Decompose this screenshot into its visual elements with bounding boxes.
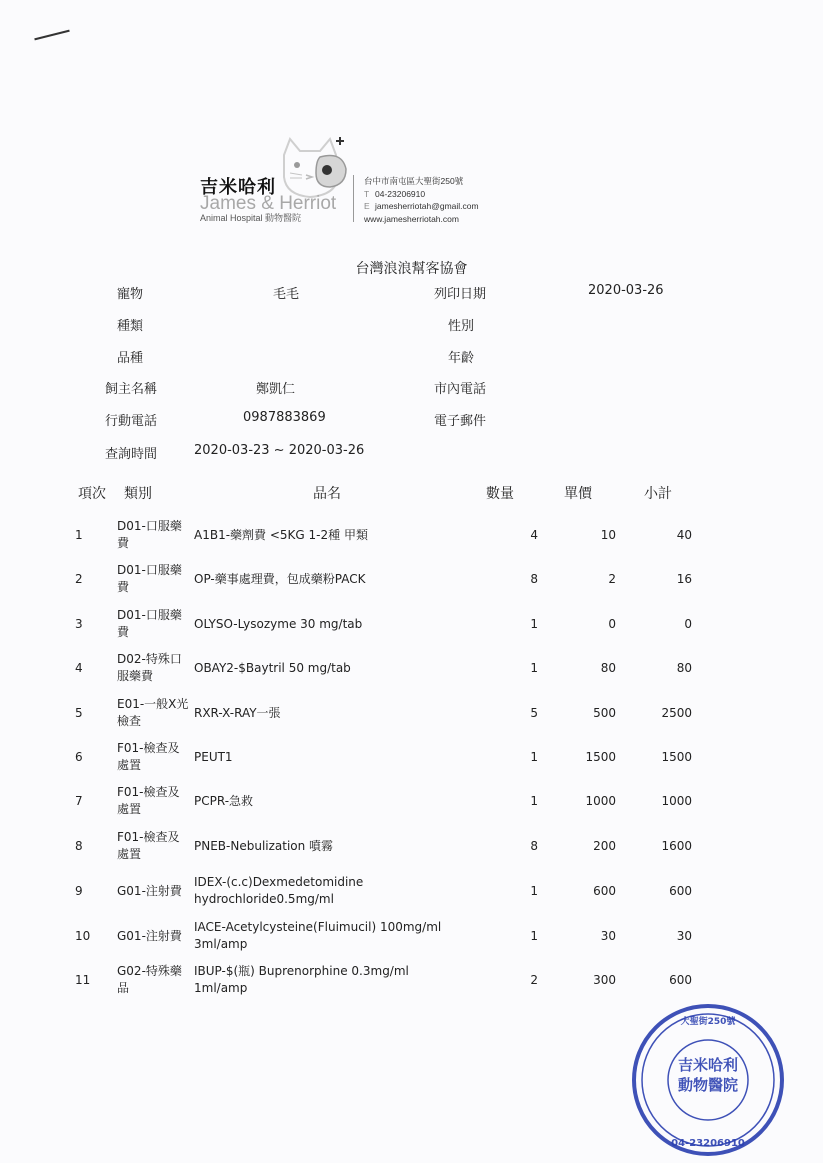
breed-label: 品種: [117, 351, 144, 366]
row-category: D01-口服藥費: [117, 563, 182, 594]
row-subtotal: 600: [669, 884, 692, 898]
row-price: 600: [593, 884, 616, 898]
row-no: 9: [75, 884, 83, 898]
row-subtotal: 1000: [661, 794, 692, 808]
row-category: G01-注射費: [117, 928, 182, 943]
row-subtotal: 80: [676, 661, 692, 675]
svg-text:吉米哈利: 吉米哈利: [677, 1056, 739, 1074]
row-qty: 1: [530, 617, 538, 631]
row-qty: 2: [530, 973, 538, 987]
mobile-value: 0987883869: [243, 410, 326, 425]
row-price: 80: [600, 661, 616, 675]
row-category: G01-注射費: [117, 883, 182, 898]
row-no: 10: [75, 929, 91, 943]
table-row: [0, 960, 823, 1000]
sex-label: 性別: [448, 319, 475, 334]
row-no: 4: [75, 661, 83, 675]
row-qty: 1: [530, 750, 538, 764]
phone-line: T 04-23206910: [364, 188, 426, 199]
row-qty: 8: [530, 839, 538, 853]
col-header-qty: 數量: [486, 486, 514, 502]
row-item: PEUT1: [194, 749, 233, 764]
table-row: [0, 737, 823, 777]
row-qty: 8: [530, 572, 538, 586]
brand-name-en: James & Herriot: [200, 193, 337, 214]
brand-name-zh: 吉米哈利: [200, 177, 276, 198]
age-label: 年齡: [448, 351, 475, 366]
species-label: 種類: [117, 319, 144, 334]
row-price: 2: [608, 572, 616, 586]
table-row: [0, 693, 823, 733]
print-date-label: 列印日期: [434, 287, 487, 302]
row-no: 6: [75, 750, 83, 764]
owner-value: 鄭凱仁: [256, 382, 296, 397]
email: jamesherriotah@gmail.com: [375, 201, 479, 211]
svg-text:04-23206910: 04-23206910: [671, 1138, 745, 1149]
row-category: F01-檢查及處置: [117, 785, 180, 816]
row-no: 7: [75, 794, 83, 808]
hospital-seal-stamp: [628, 1000, 788, 1160]
row-no: 1: [75, 528, 83, 542]
row-no: 5: [75, 706, 83, 720]
row-price: 1000: [585, 794, 616, 808]
col-header-subtotal: 小計: [644, 486, 672, 502]
row-qty: 1: [530, 794, 538, 808]
row-item: OBAY2-$Baytril 50 mg/tab: [194, 660, 351, 675]
svg-text:動物醫院: 動物醫院: [677, 1076, 739, 1094]
row-item: RXR-X-RAY一張: [194, 705, 281, 720]
col-header-no: 項次: [78, 486, 106, 502]
row-category: E01-一般X光檢查: [117, 697, 189, 728]
table-row: [0, 604, 823, 644]
row-subtotal: 2500: [661, 706, 692, 720]
phone: 04-23206910: [375, 188, 426, 199]
row-subtotal: 600: [669, 973, 692, 987]
row-qty: 1: [530, 661, 538, 675]
row-item: A1B1-藥劑費 <5KG 1-2種 甲類: [194, 527, 368, 542]
row-category: G02-特殊藥品: [117, 964, 182, 995]
row-item: OLYSO-Lysozyme 30 mg/tab: [194, 616, 363, 631]
scan-mark: [34, 30, 69, 41]
table-row: [0, 916, 823, 956]
row-no: 3: [75, 617, 83, 631]
row-no: 2: [75, 572, 83, 586]
pet-label: 寵物: [117, 287, 144, 302]
row-qty: 1: [530, 884, 538, 898]
query-time-value: 2020-03-23 ~ 2020-03-26: [194, 443, 365, 458]
table-row: [0, 559, 823, 599]
row-price: 300: [593, 973, 616, 987]
row-subtotal: 0: [684, 617, 692, 631]
pet-value: 毛毛: [273, 287, 300, 302]
row-price: 500: [593, 706, 616, 720]
row-price: 200: [593, 839, 616, 853]
header-divider: [353, 175, 354, 222]
row-category: D01-口服藥費: [117, 608, 182, 639]
row-qty: 4: [530, 528, 538, 542]
row-item: OP-藥事處理費，包成藥粉PACK: [194, 571, 366, 586]
svg-text:大聖街250號: 大聖街250號: [680, 1017, 736, 1027]
row-subtotal: 1600: [661, 839, 692, 853]
col-header-price: 單價: [564, 486, 592, 502]
owner-label: 飼主名稱: [105, 382, 158, 397]
email-label: 電子郵件: [434, 414, 487, 429]
address: 台中市南屯區大聖街250號: [364, 176, 464, 186]
table-row: [0, 515, 823, 555]
row-item: IACE-Acetylcysteine(Fluimucil) 100mg/ml 3ml/amp: [194, 920, 442, 951]
contact-block: [364, 175, 479, 225]
row-price: 0: [608, 617, 616, 631]
row-price: 1500: [585, 750, 616, 764]
row-category: F01-檢查及處置: [117, 741, 180, 772]
row-no: 8: [75, 839, 83, 853]
query-time-label: 查詢時間: [105, 447, 158, 462]
document-title: 台灣浪浪幫客協會: [355, 261, 468, 277]
row-category: D02-特殊口服藥費: [117, 652, 182, 683]
row-no: 11: [75, 973, 91, 987]
row-item: IBUP-$(瓶) Buprenorphine 0.3mg/ml 1ml/amp: [194, 964, 409, 995]
table-row: [0, 871, 823, 911]
col-header-category: 類別: [124, 486, 152, 502]
row-subtotal: 30: [676, 929, 692, 943]
email-line: E jamesherriotah@gmail.com: [364, 201, 479, 211]
row-item: PCPR-急救: [194, 793, 254, 808]
row-category: F01-檢查及處置: [117, 830, 180, 861]
row-item: PNEB-Nebulization 噴霧: [194, 838, 334, 853]
row-item: IDEX-(c.c)Dexmedetomidine hydrochloride0.5mg/ml: [194, 875, 364, 906]
row-qty: 1: [530, 929, 538, 943]
row-subtotal: 16: [676, 572, 692, 586]
row-subtotal: 40: [676, 528, 692, 542]
brand-subtitle: Animal Hospital 動物醫院: [200, 213, 302, 223]
print-date-value: 2020-03-26: [588, 283, 664, 298]
mobile-label: 行動電話: [105, 414, 158, 429]
table-row: [0, 648, 823, 688]
website: www.jamesherriotah.com: [364, 213, 459, 224]
table-row: [0, 781, 823, 821]
row-category: D01-口服藥費: [117, 519, 182, 550]
letterhead: [0, 130, 823, 230]
home-phone-label: 市內電話: [434, 382, 487, 397]
row-price: 10: [600, 528, 616, 542]
row-subtotal: 1500: [661, 750, 692, 764]
row-qty: 5: [530, 706, 538, 720]
col-header-item: 品名: [313, 486, 341, 502]
table-row: [0, 826, 823, 866]
row-price: 30: [600, 929, 616, 943]
